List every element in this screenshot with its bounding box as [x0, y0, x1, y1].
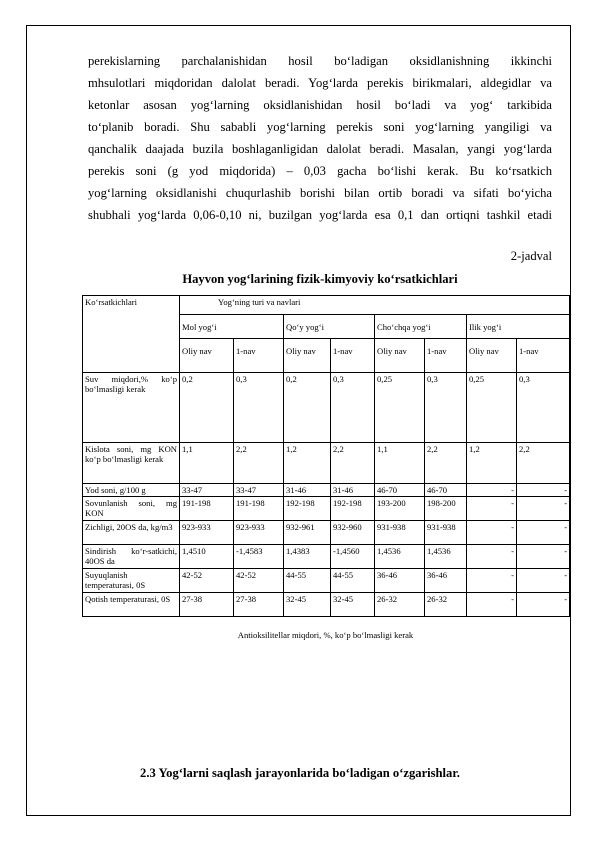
- grade-header: 1-nav: [425, 339, 467, 373]
- table-row: [83, 593, 570, 617]
- row-label: Suyuqlanish temperaturasi, 0S: [83, 569, 180, 593]
- table-title: Hayvon yog‘larining fizik-kimyoviy ko‘rsatkichlari: [182, 272, 458, 286]
- table-row: [83, 545, 570, 569]
- table-cell: 36-46: [425, 569, 467, 593]
- table-cell: -: [467, 593, 517, 617]
- table-caption: Antioksilitellar miqdori, %, koʻp boʻlmasligi kerak: [237, 630, 414, 640]
- table-cell: -: [467, 569, 517, 593]
- table-cell: 33-47: [234, 484, 284, 497]
- table-cell: -: [467, 497, 517, 521]
- table-cell: -: [517, 497, 570, 521]
- table-row: [83, 521, 570, 545]
- table-cell: 1,4383: [284, 545, 331, 569]
- table-cell: 931-938: [375, 521, 425, 545]
- table-cell: 2,2: [425, 443, 467, 484]
- table-cell: 1,4536: [375, 545, 425, 569]
- table-cell: 2,2: [331, 443, 375, 484]
- table-cell: -1,4583: [234, 545, 284, 569]
- row-label: Yod soni, g/100 g: [83, 484, 180, 497]
- table-cell: 192-198: [284, 497, 331, 521]
- table-row: [83, 484, 570, 497]
- table-cell: 2,2: [517, 443, 570, 484]
- type-header-ilik: Ilik yogʻi: [467, 315, 570, 339]
- table-cell: -: [517, 593, 570, 617]
- type-header-mol: Mol yogʻi: [180, 315, 284, 339]
- table-cell: 191-198: [180, 497, 234, 521]
- table-cell: -: [517, 569, 570, 593]
- table-cell: 0,3: [425, 373, 467, 443]
- table-label: 2-jadval: [510, 249, 552, 263]
- table-cell: 0,3: [331, 373, 375, 443]
- table-cell: 1,4510: [180, 545, 234, 569]
- paragraph-line: toʻplanib boradi. Shu sababli yogʻlarning perekis soni yogʻlarning yangiligi va: [88, 120, 552, 134]
- table-cell: -: [467, 484, 517, 497]
- type-header-chochqa: Choʻchqa yogʻi: [375, 315, 467, 339]
- table-cell: -: [517, 484, 570, 497]
- table-cell: -: [467, 521, 517, 545]
- grade-header: Oliy nav: [467, 339, 517, 373]
- table-cell: 31-46: [331, 484, 375, 497]
- table-cell: 44-55: [331, 569, 375, 593]
- grade-header: 1-nav: [234, 339, 284, 373]
- group-header: Yogʻning turi va navlari: [180, 296, 570, 315]
- paragraph-line: shubhali yogʻlarda 0,06-0,10 ni, buzilgan yogʻlarda esa 0,1 dan ortiqni tashkil etadi: [88, 208, 552, 222]
- table-cell: 923-933: [180, 521, 234, 545]
- table-cell: 27-38: [180, 593, 234, 617]
- row-label: Kislota soni, mg KON koʻp boʻlmasligi kerak: [83, 443, 180, 484]
- table-cell: 33-47: [180, 484, 234, 497]
- table-cell: 0,25: [375, 373, 425, 443]
- table-cell: 932-961: [284, 521, 331, 545]
- table-row: [83, 373, 570, 443]
- table-cell: 198-200: [425, 497, 467, 521]
- table-cell: 1,2: [467, 443, 517, 484]
- table-cell: 42-52: [180, 569, 234, 593]
- table-cell: 36-46: [375, 569, 425, 593]
- grade-header: Oliy nav: [375, 339, 425, 373]
- table-cell: 923-933: [234, 521, 284, 545]
- corner-header: Koʻrsatkichlari: [83, 296, 180, 373]
- row-label: Qotish temperaturasi, 0S: [83, 593, 180, 617]
- table-cell: 0,3: [234, 373, 284, 443]
- table-cell: 26-32: [425, 593, 467, 617]
- table-cell: -1,4560: [331, 545, 375, 569]
- table-cell: 46-70: [425, 484, 467, 497]
- row-label: Sindirish koʻr-satkichi, 40OS da: [83, 545, 180, 569]
- row-label: Zichligi, 20OS da, kg/m3: [83, 521, 180, 545]
- table-cell: 1,4536: [425, 545, 467, 569]
- paragraph-line: qanchalik daajada buzila boshlaganligidan dalolat beradi. Masalan, yangi yogʻlarda: [88, 142, 552, 156]
- paragraph-line: perekislarning parchalanishidan hosil boʻladigan oksidlanishning ikkinchi: [88, 54, 552, 68]
- grade-header: 1-nav: [331, 339, 375, 373]
- paragraph-line: perekis soni (g yod miqdorida) – 0,03 gacha boʻlishi kerak. Bu koʻrsatkich: [88, 164, 552, 178]
- table-cell: 1,2: [284, 443, 331, 484]
- paragraph-line: mhsulotlari miqdoridan dalolat beradi. Yogʻlarda perekis birikmalari, aldegidlar va: [88, 76, 552, 90]
- table-cell: 2,2: [234, 443, 284, 484]
- table-cell: 192-198: [331, 497, 375, 521]
- table-cell: 42-52: [234, 569, 284, 593]
- table-cell: 46-70: [375, 484, 425, 497]
- table-cell: 31-46: [284, 484, 331, 497]
- grade-header: Oliy nav: [180, 339, 234, 373]
- table-cell: -: [517, 545, 570, 569]
- table-cell: 26-32: [375, 593, 425, 617]
- table-cell: 1,1: [375, 443, 425, 484]
- table-row: [83, 443, 570, 484]
- table-cell: 191-198: [234, 497, 284, 521]
- properties-table: [82, 295, 570, 617]
- grade-header: Oliy nav: [284, 339, 331, 373]
- table-cell: -: [517, 521, 570, 545]
- type-header-qoy: Qoʻy yogʻi: [284, 315, 375, 339]
- section-heading: 2.3 Yogʻlarni saqlash jarayonlarida boʻladigan oʻzgarishlar.: [140, 766, 460, 780]
- table-cell: 44-55: [284, 569, 331, 593]
- table-cell: 0,25: [467, 373, 517, 443]
- table-cell: 931-938: [425, 521, 467, 545]
- table-cell: 193-200: [375, 497, 425, 521]
- table-cell: 32-45: [331, 593, 375, 617]
- table-cell: 27-38: [234, 593, 284, 617]
- table-cell: 1,1: [180, 443, 234, 484]
- row-label: Sovunlanish soni, mg KON: [83, 497, 180, 521]
- table-cell: -: [467, 545, 517, 569]
- grade-header: 1-nav: [517, 339, 570, 373]
- paragraph-line: yogʻlarning oksidlanishi chuqurlashib borishi bilan ortib boradi va sifati boʻyicha: [88, 186, 552, 200]
- table-cell: 0,2: [284, 373, 331, 443]
- table-cell: 0,3: [517, 373, 570, 443]
- table-cell: 0,2: [180, 373, 234, 443]
- row-label: Suv miqdori,% koʻp boʻlmasligi kerak: [83, 373, 180, 443]
- paragraph-line: ketonlar asosan yogʻlarning oksidlanishidan hosil boʻladi va yogʻ tarkibida: [88, 98, 552, 112]
- table-cell: 32-45: [284, 593, 331, 617]
- table-row: [83, 497, 570, 521]
- table-row: [83, 569, 570, 593]
- body-paragraph: [88, 50, 552, 226]
- table-cell: 932-960: [331, 521, 375, 545]
